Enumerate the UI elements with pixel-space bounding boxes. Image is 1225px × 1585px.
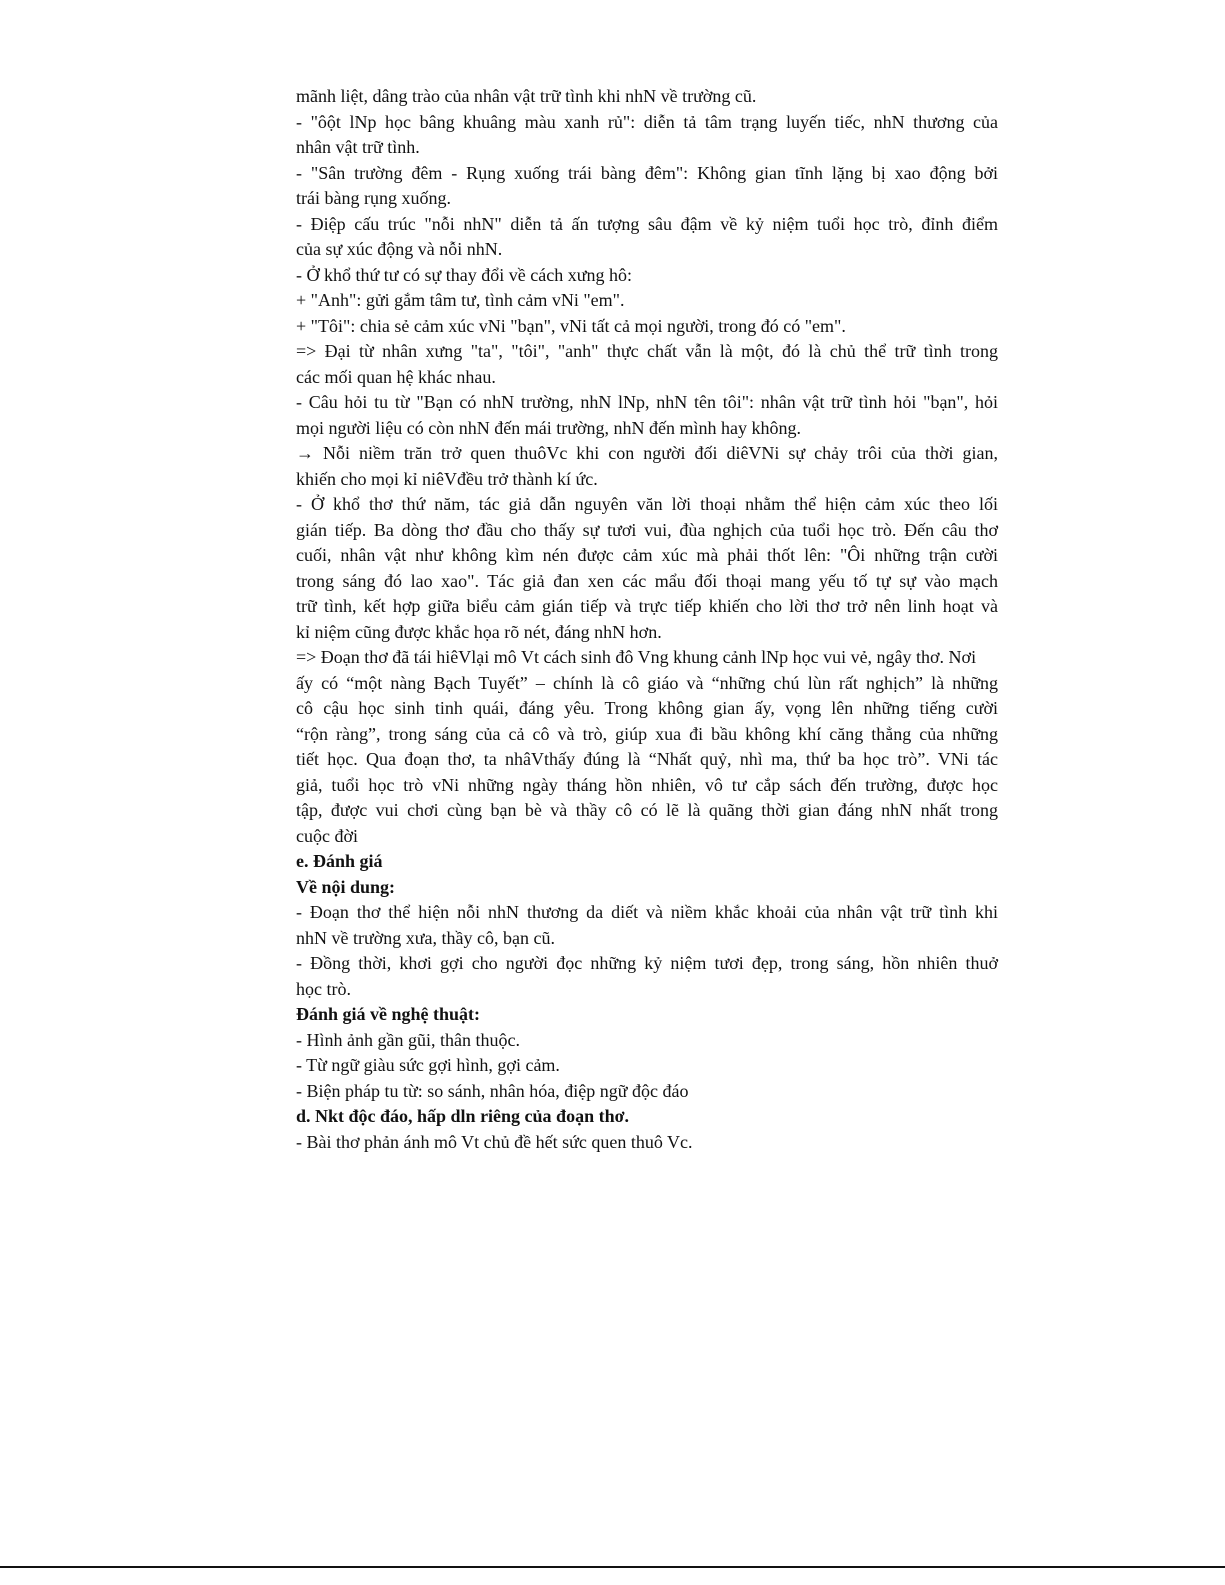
text-line: các mối quan hệ khác nhau.	[296, 366, 496, 387]
text-line: tập, được vui chơi cùng bạn bè và thầy cô có lẽ là quãng thời gian đáng nhN nhất trong	[296, 800, 998, 820]
text-line: - Ở khổ thơ thứ năm, tác giả dẫn nguyên văn lời thoại nhằm thể hiện cảm xúc theo lối	[296, 494, 998, 514]
text-line: - Đoạn thơ thể hiện nỗi nhN thương da diết và niềm khắc khoải của nhân vật trữ tình khi	[296, 902, 998, 922]
text-line: - Từ ngữ giàu sức gợi hình, gợi cảm.	[296, 1055, 560, 1075]
text-line: nhân vật trữ tình.	[296, 137, 420, 157]
text-line: trữ tình, kết hợp giữa biểu cảm gián tiếp và trực tiếp khiến cho lời thơ trở nên linh hoạt và	[296, 596, 998, 616]
text-line: - "ôột lNp học bâng khuâng màu xanh rủ": diễn tả tâm trạng luyến tiếc, nhN thương của	[296, 111, 998, 132]
text-line: trái bàng rụng xuống.	[296, 188, 451, 208]
text-line: cô cậu học sinh tinh quái, đáng yêu. Trong không gian ấy, vọng lên những tiếng cười	[296, 698, 998, 718]
text-line: của sự xúc động và nỗi nhN.	[296, 239, 503, 259]
text-line: gián tiếp. Ba dòng thơ đầu cho thấy sự tươi vui, đùa nghịch của tuổi học trò. Đến câu thơ	[296, 519, 998, 540]
text-line: học trò.	[296, 978, 351, 999]
text-line: mãnh liệt, dâng trào của nhân vật trữ tình khi nhN về trường cũ.	[296, 86, 757, 106]
text-line: kỉ niệm cũng được khắc họa rõ nét, đáng nhN hơn.	[296, 621, 662, 642]
text-line: - Điệp cấu trúc "nỗi nhN" diễn tả ấn tượng sâu đậm về kỷ niệm tuổi học trò, đỉnh điểm	[296, 213, 998, 234]
document-body	[296, 84, 998, 1155]
text-line: ấy có “một nàng Bạch Tuyết” – chính là cô giáo và “những chú lùn rất nghịch” là những	[296, 672, 998, 693]
section-heading: d. Nkt độc đáo, hấp dln riêng của đoạn thơ.	[296, 1106, 630, 1126]
section-heading: Đánh giá về nghệ thuật:	[296, 1004, 481, 1024]
section-heading: Về nội dung:	[296, 876, 396, 897]
text-line: khiến cho mọi kỉ niêVđều trở thành kí ức.	[296, 468, 598, 489]
text-line: => Đại từ nhân xưng "ta", "tôi", "anh" thực chất vẫn là một, đó là chủ thể trữ tình trong	[296, 341, 998, 361]
text-line: + "Tôi": chia sẻ cảm xúc vNi "bạn", vNi tất cả mọi người, trong đó có "em".	[296, 315, 846, 336]
page-bottom-rule	[0, 1566, 1225, 1568]
text-line: giả, tuổi học trò vNi những ngày tháng hồn nhiên, vô tư cắp sách đến trường, được học	[296, 774, 998, 795]
text-line: nhN về trường xưa, thầy cô, bạn cũ.	[296, 927, 555, 948]
text-line: mọi người liệu có còn nhN đến mái trường, nhN đến mình hay không.	[296, 417, 801, 438]
text-line: - Ở khổ thứ tư có sự thay đổi về cách xưng hô:	[296, 264, 632, 285]
text-line: => Đoạn thơ đã tái hiêVlại mô Vt cách sinh đô Vng khung cảnh lNp học vui vẻ, ngây thơ. Nơi	[296, 647, 977, 667]
text-line: - Đồng thời, khơi gợi cho người đọc những kỷ niệm tươi đẹp, trong sáng, hồn nhiên thuở	[296, 953, 998, 973]
text-line: + "Anh": gửi gắm tâm tư, tình cảm vNi "em".	[296, 290, 625, 310]
text-line: - Câu hỏi tu từ "Bạn có nhN trường, nhN lNp, nhN tên tôi": nhân vật trữ tình hỏi "bạn", hỏi	[296, 392, 998, 412]
text-line: - Bài thơ phản ánh mô Vt chủ đề hết sức quen thuô Vc.	[296, 1131, 693, 1152]
text-line: tiết học. Qua đoạn thơ, ta nhâVthấy đúng là “Nhất quỷ, nhì ma, thứ ba học trò”. VNi tác	[296, 749, 998, 769]
text-line: cuối, nhân vật như không kìm nén được cảm xúc mà phải thốt lên: "Ôi những trận cười	[296, 545, 998, 565]
text-line: - Hình ảnh gần gũi, thân thuộc.	[296, 1029, 520, 1050]
text-line: trong sáng đó lao xao". Tác giả đan xen các mẩu đối thoại mang yếu tố tự sự vào mạch	[296, 570, 998, 591]
text-line: - "Sân trường đêm - Rụng xuống trái bàng đêm": Không gian tĩnh lặng bị xao động bởi	[296, 162, 998, 183]
text-line: “rộn ràng”, trong sáng của cả cô và trò, giúp xua đi bầu không khí căng thẳng của những	[296, 723, 998, 744]
text-line: cuộc đời	[296, 825, 358, 846]
text-line: → Nỗi niềm trăn trở quen thuôVc khi con người đối diêVNi sự chảy trôi của thời gian,	[296, 443, 998, 463]
section-heading: e. Đánh giá	[296, 851, 383, 871]
text-line: - Biện pháp tu từ: so sánh, nhân hóa, điệp ngữ độc đáo	[296, 1080, 689, 1101]
